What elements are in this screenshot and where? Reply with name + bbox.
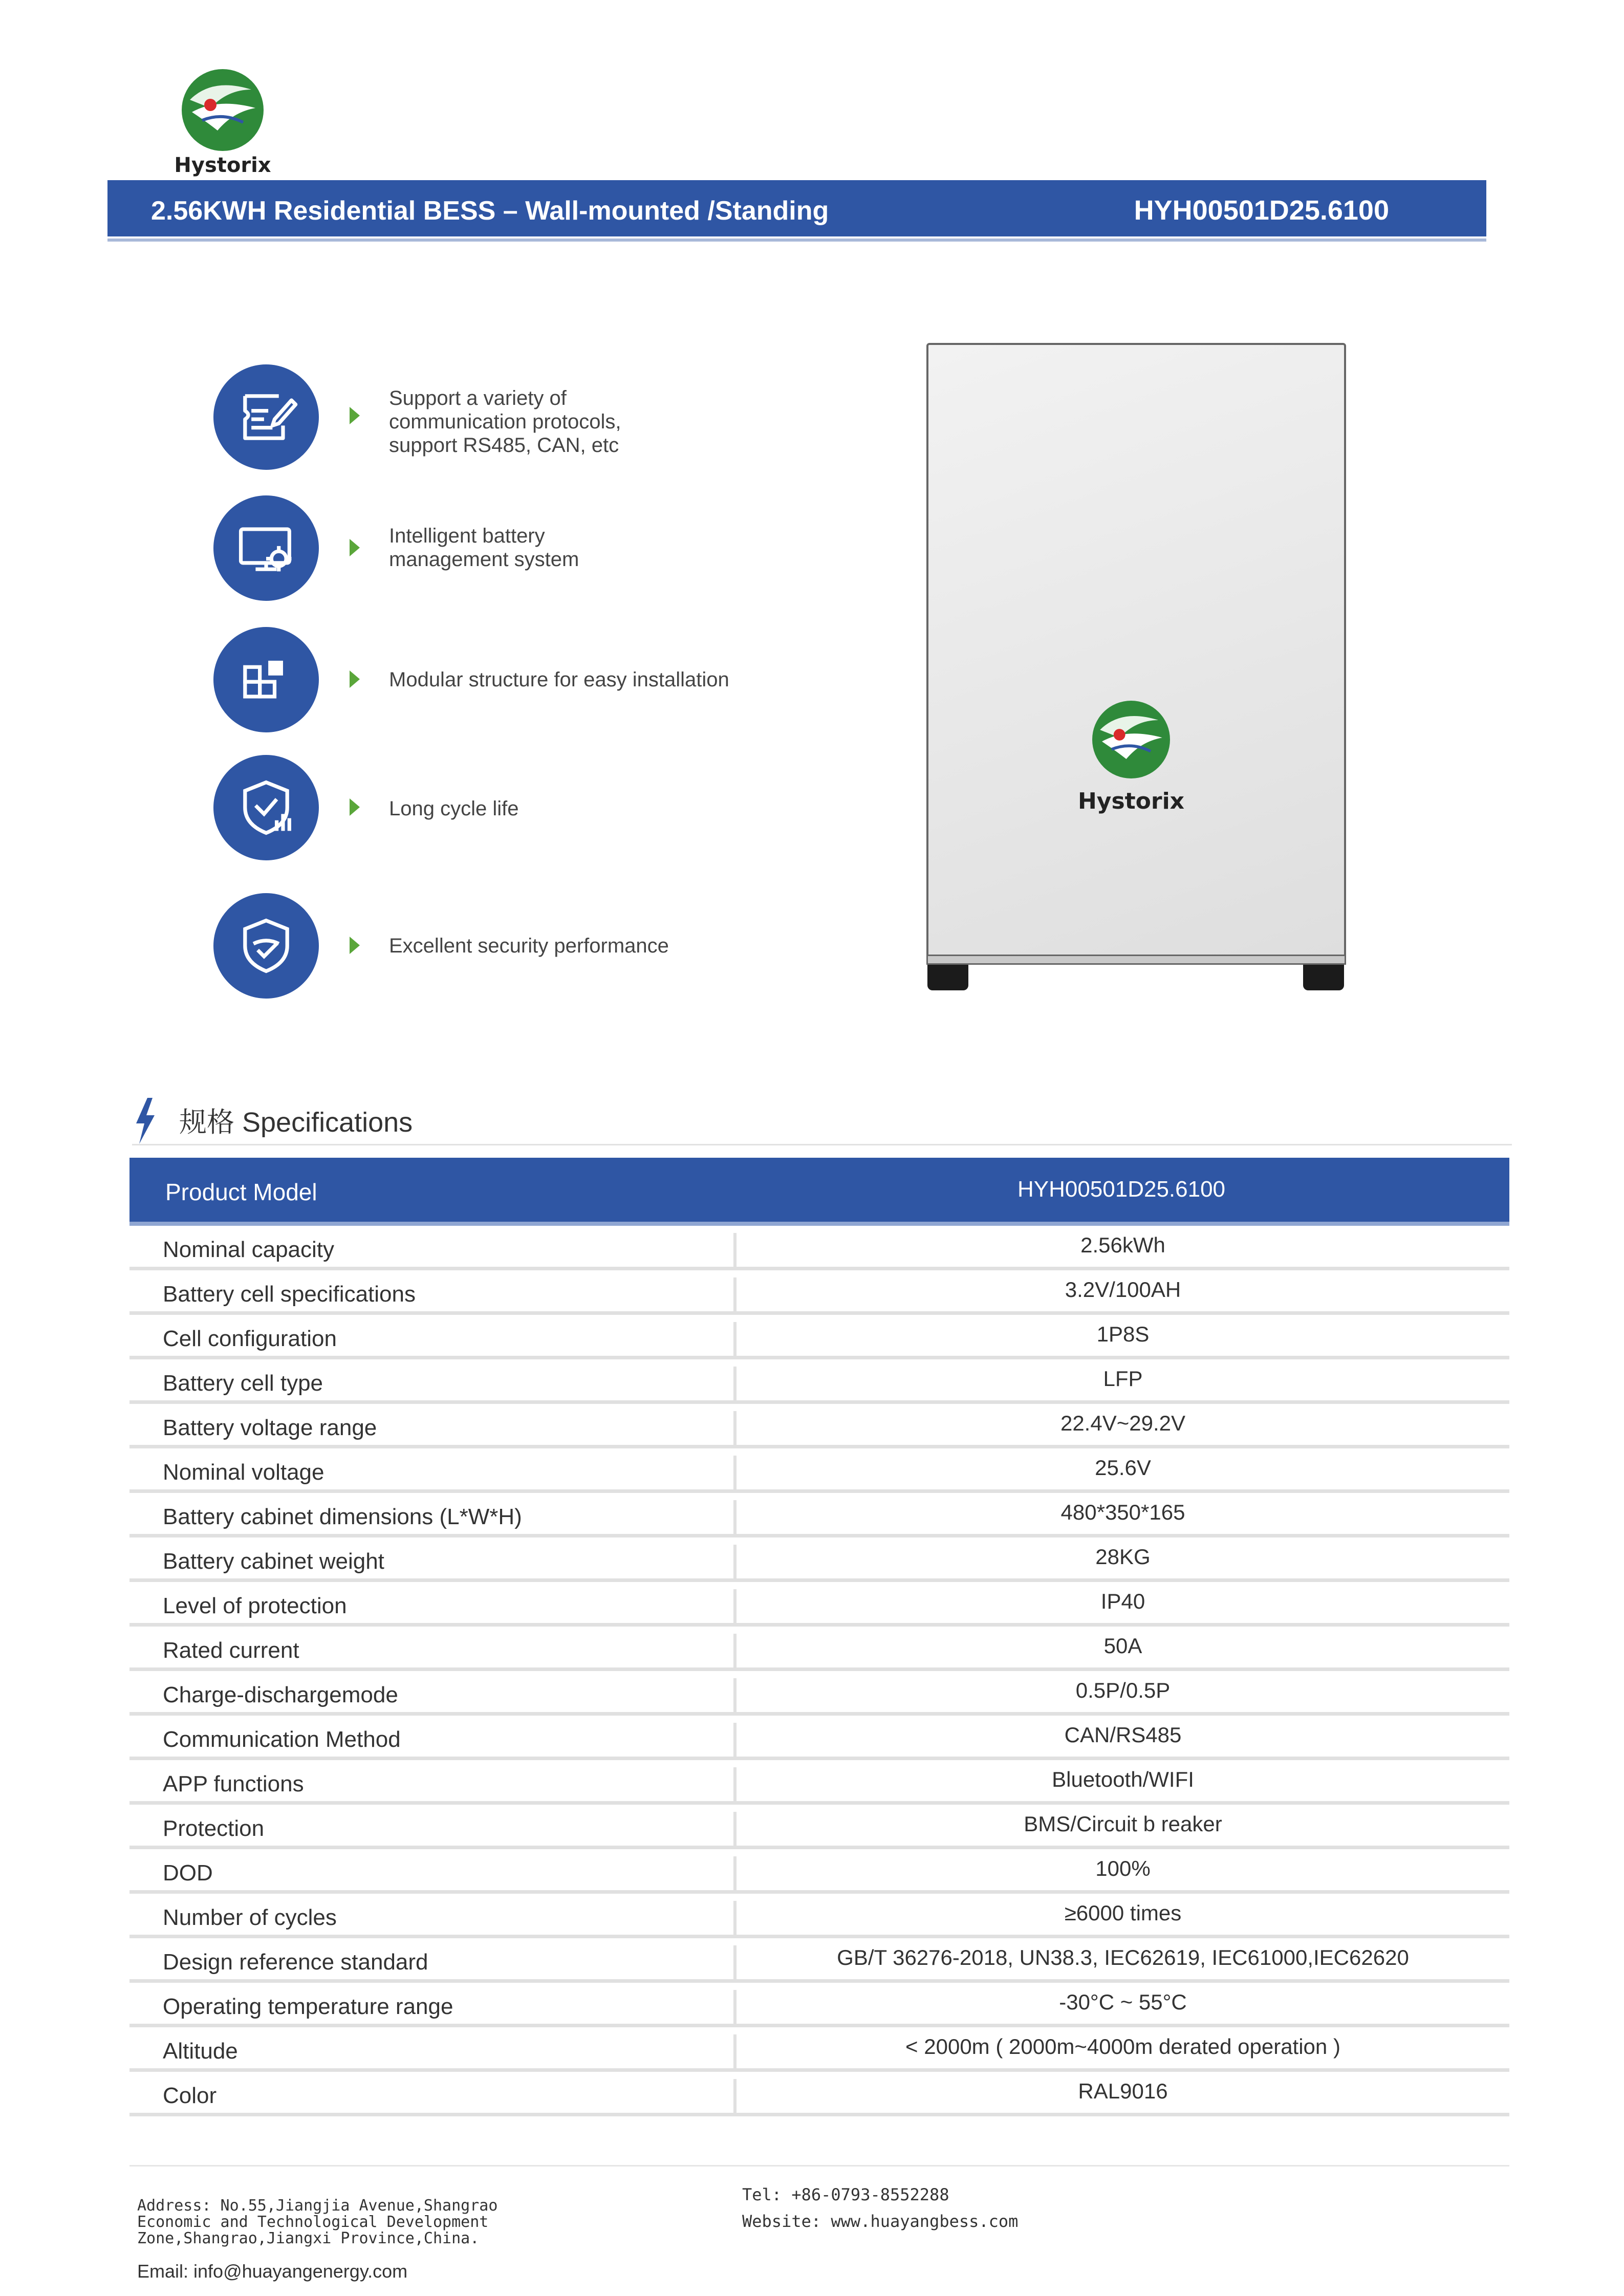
feature-text: Long cycle life: [389, 797, 519, 820]
table-row: [129, 1582, 1509, 1627]
cabinet-logo: [1075, 691, 1187, 819]
table-row: [129, 1671, 1509, 1716]
spec-value: 1P8S: [733, 1322, 1509, 1356]
lightning-icon: [132, 1098, 158, 1144]
table-row: [129, 1359, 1509, 1404]
spec-label: Design reference standard: [163, 1950, 428, 1975]
footer-website: Website: www.huayangbess.com: [742, 2212, 1019, 2231]
battery-cabinet-image: [926, 343, 1346, 965]
table-row: [129, 1270, 1509, 1315]
title-underline: [107, 239, 1486, 242]
table-row: [129, 1448, 1509, 1493]
table-row: [129, 2027, 1509, 2072]
spec-value: 2.56kWh: [733, 1233, 1509, 1267]
table-row: [129, 1537, 1509, 1582]
spec-label: Operating temperature range: [163, 1994, 453, 2019]
specifications-heading: 规格 Specifications: [179, 1107, 413, 1138]
spec-value: IP40: [733, 1589, 1509, 1623]
brand-logo: [161, 59, 284, 182]
footer-contact: [137, 2181, 598, 2296]
modules-grid-icon: [213, 627, 319, 732]
spec-label: Color: [163, 2083, 217, 2108]
header-value: HYH00501D25.6100: [1017, 1177, 1226, 1202]
table-row: [129, 1716, 1509, 1760]
spec-value: GB/T 36276-2018, UN38.3, IEC62619, IEC61000,IEC62620: [733, 1945, 1509, 1979]
spec-label: Level of protection: [163, 1593, 347, 1618]
spec-value: 100%: [733, 1856, 1509, 1890]
bullet-arrow-icon: [350, 407, 360, 424]
feature-text: Excellent security performance: [389, 935, 669, 957]
table-row: [129, 1805, 1509, 1849]
spec-label: Number of cycles: [163, 1905, 337, 1930]
cabinet-foot: [927, 965, 968, 990]
table-row: [129, 1493, 1509, 1537]
feature-text: Support a variety of communication protocols, support RS485, CAN, etc: [389, 387, 621, 457]
footer-tel: Tel: +86-0793-8552288: [742, 2185, 949, 2204]
spec-value: 0.5P/0.5P: [733, 1678, 1509, 1712]
spec-value: 28KG: [733, 1545, 1509, 1578]
shield-check-icon: [213, 893, 319, 999]
spec-value: -30°C ~ 55°C: [733, 1990, 1509, 2024]
bullet-arrow-icon: [350, 539, 360, 556]
spec-value: 25.6V: [733, 1456, 1509, 1489]
feature-text: Intelligent battery management system: [389, 525, 579, 571]
spec-value: 480*350*165: [733, 1500, 1509, 1534]
cabinet-base: [926, 955, 1346, 965]
cabinet-foot: [1303, 965, 1344, 990]
footer-contact-right: [742, 2181, 1018, 2235]
hystorix-logo-icon: [1082, 691, 1180, 788]
header-label: Product Model: [165, 1179, 317, 1205]
footer-address: Address: No.55,Jiangjia Avenue,Shangrao Economic and Technological Development Zone,Shangrao,Jiangxi Province,China.: [137, 2197, 498, 2247]
table-row: [129, 1404, 1509, 1448]
feature-text: Modular structure for easy installation: [389, 668, 729, 691]
table-row: [129, 1894, 1509, 1938]
footer-email: Email: info@huayangenergy.com: [137, 2261, 408, 2282]
spec-label: Communication Method: [163, 1727, 401, 1752]
spec-label: Battery voltage range: [163, 1415, 377, 1440]
brand-name: Hystorix: [174, 154, 271, 177]
page-title: 2.56KWH Residential BESS – Wall-mounted /Standing: [151, 196, 829, 226]
spec-label: Battery cabinet dimensions (L*W*H): [163, 1504, 522, 1529]
spec-label: DOD: [163, 1860, 213, 1886]
table-row: [129, 1983, 1509, 2027]
spec-value: RAL9016: [733, 2079, 1509, 2113]
table-row: [129, 1849, 1509, 1894]
document-edit-icon: [213, 364, 319, 470]
spec-label: Cell configuration: [163, 1326, 337, 1351]
spec-label: Battery cell type: [163, 1371, 323, 1396]
table-row: [129, 2072, 1509, 2116]
spec-label: Rated current: [163, 1638, 299, 1663]
shield-chart-icon: [213, 755, 319, 860]
bullet-arrow-icon: [350, 798, 360, 816]
bullet-arrow-icon: [350, 670, 360, 688]
spec-value: ≥6000 times: [733, 1901, 1509, 1935]
spec-value: CAN/RS485: [733, 1723, 1509, 1757]
spec-label: Battery cell specifications: [163, 1282, 416, 1307]
title-bar: [107, 180, 1486, 236]
spec-value: Bluetooth/WIFI: [733, 1767, 1509, 1801]
table-row: [129, 1627, 1509, 1671]
spec-value: 3.2V/100AH: [733, 1277, 1509, 1311]
spec-value: 22.4V~29.2V: [733, 1411, 1509, 1445]
spec-value: BMS/Circuit b reaker: [733, 1812, 1509, 1846]
cabinet-brand-name: Hystorix: [1077, 788, 1185, 814]
table-row: [129, 1226, 1509, 1270]
spec-label: Nominal voltage: [163, 1460, 324, 1485]
model-number: HYH00501D25.6100: [1134, 195, 1389, 226]
spec-value: < 2000m ( 2000m~4000m derated operation ): [733, 2034, 1509, 2068]
spec-label: Nominal capacity: [163, 1237, 335, 1262]
spec-label: APP functions: [163, 1771, 304, 1796]
spec-label: Charge-dischargemode: [163, 1682, 398, 1707]
table-header: [129, 1158, 1509, 1226]
footer-divider: [129, 2165, 1509, 2167]
spec-label: Battery cabinet weight: [163, 1549, 384, 1574]
heading-divider: [132, 1144, 1512, 1145]
table-row: [129, 1760, 1509, 1805]
bullet-arrow-icon: [350, 937, 360, 954]
table-row: [129, 1315, 1509, 1359]
spec-value: LFP: [733, 1367, 1509, 1400]
hystorix-logo-icon: [171, 59, 274, 161]
table-row: [129, 1938, 1509, 1983]
monitor-gear-icon: [213, 495, 319, 601]
specifications-table: [129, 1158, 1509, 2116]
spec-label: Altitude: [163, 2039, 238, 2064]
spec-value: 50A: [733, 1634, 1509, 1667]
spec-label: Protection: [163, 1816, 265, 1841]
